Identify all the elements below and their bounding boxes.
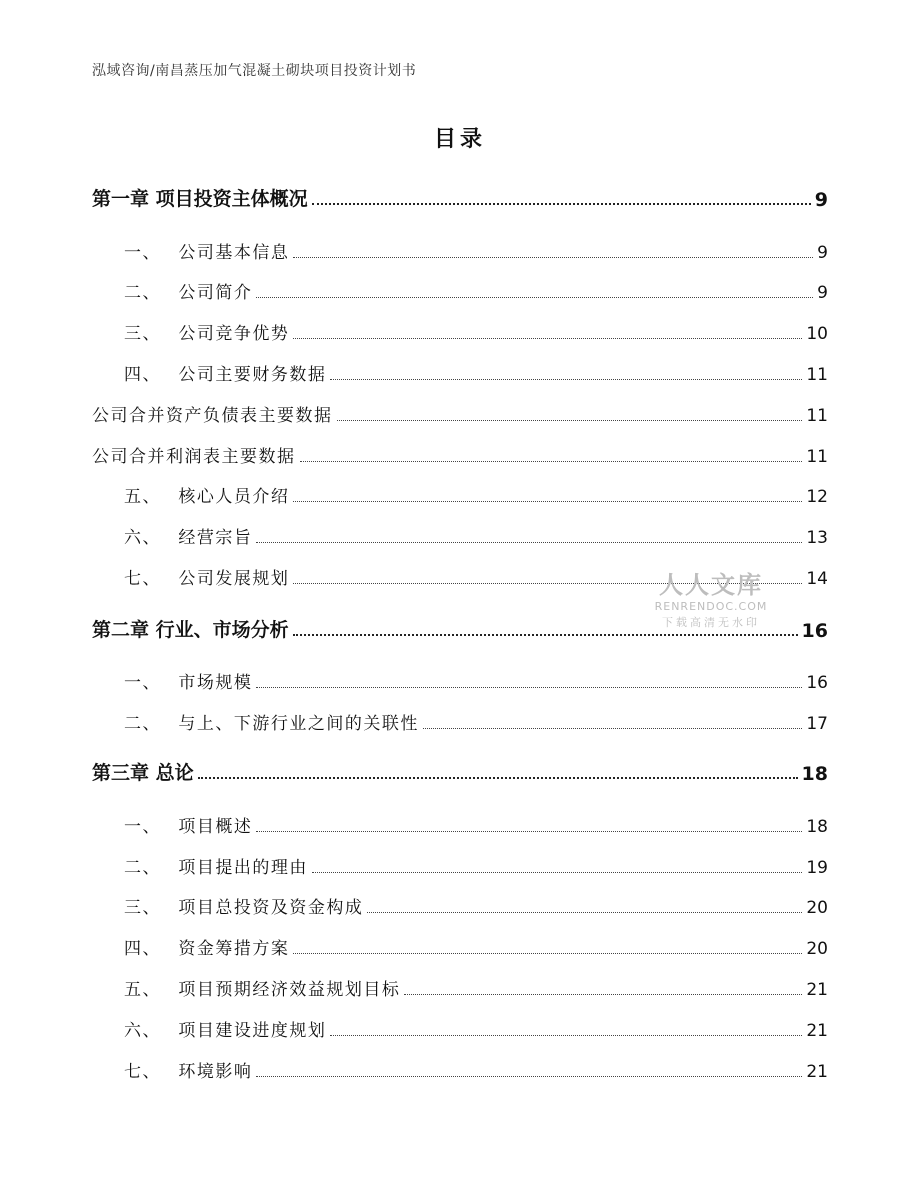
toc-entry-label: 项目概述 — [178, 817, 253, 837]
toc-entry-number: 四、 — [124, 365, 161, 385]
toc-dot-leader — [312, 872, 802, 873]
toc-entry-number: 二、 — [124, 714, 161, 734]
toc-entry-label: 公司基本信息 — [178, 243, 290, 263]
toc-section-entry[interactable] — [92, 481, 828, 507]
watermark — [646, 565, 776, 630]
toc-section-entry[interactable] — [92, 667, 828, 693]
toc-page-number: 13 — [806, 528, 828, 548]
toc-entry-number: 一、 — [124, 817, 161, 837]
toc-dot-leader — [293, 634, 798, 636]
toc-dot-leader — [300, 461, 803, 462]
toc-entry-number: 四、 — [124, 939, 161, 959]
toc-section-entry[interactable] — [92, 933, 828, 959]
toc-dot-leader — [337, 420, 803, 421]
toc-page-number: 20 — [806, 939, 828, 959]
toc-section-entry[interactable] — [92, 522, 828, 548]
toc-page-number: 20 — [806, 898, 828, 918]
toc-page-number: 12 — [806, 487, 828, 507]
toc-page-number: 16 — [806, 673, 828, 693]
toc-section-entry[interactable] — [92, 441, 828, 467]
toc-page-number: 16 — [801, 620, 828, 642]
toc-entry-number: 三、 — [124, 324, 161, 344]
toc-dot-leader — [256, 687, 802, 688]
toc-dot-leader — [256, 1076, 802, 1077]
toc-page-number: 9 — [817, 243, 828, 263]
toc-dot-leader — [330, 1035, 802, 1036]
toc-page-number: 9 — [814, 189, 828, 211]
toc-dot-leader — [293, 953, 802, 954]
toc-entry-label: 核心人员介绍 — [178, 487, 290, 507]
toc-entry-number: 七、 — [124, 1062, 161, 1082]
toc-page-number: 18 — [801, 763, 828, 785]
toc-section-entry[interactable] — [92, 318, 828, 344]
toc-entry-label: 第三章 总论 — [92, 762, 194, 784]
toc-entry-number: 六、 — [124, 1021, 161, 1041]
toc-dot-leader — [256, 297, 813, 298]
toc-dot-leader — [293, 501, 802, 502]
toc-title: 目录 — [433, 127, 486, 152]
toc-entry-label: 项目总投资及资金构成 — [178, 898, 364, 918]
toc-page-number: 11 — [806, 365, 828, 385]
running-header: 泓域咨询/南昌蒸压加气混凝土砌块项目投资计划书 — [92, 63, 417, 79]
watermark-main-text: 人人文库 — [659, 571, 763, 599]
toc-dot-leader — [367, 912, 802, 913]
toc-entry-label: 公司主要财务数据 — [178, 365, 327, 385]
watermark-subtext: 下载高清无水印 — [662, 616, 760, 629]
toc-chapter-entry[interactable] — [92, 181, 828, 211]
toc-page-number: 19 — [806, 858, 828, 878]
toc-section-entry[interactable] — [92, 974, 828, 1000]
toc-section-entry[interactable] — [92, 892, 828, 918]
toc-entry-label: 项目预期经济效益规划目标 — [178, 980, 401, 1000]
toc-entry-label: 公司发展规划 — [178, 569, 290, 589]
toc-dot-leader — [330, 379, 802, 380]
toc-entry-number: 六、 — [124, 528, 161, 548]
toc-section-entry[interactable] — [92, 237, 828, 263]
toc-entry-label: 公司简介 — [178, 283, 253, 303]
toc-entry-label: 环境影响 — [178, 1062, 253, 1082]
toc-dot-leader — [404, 994, 802, 995]
watermark-url: RENRENDOC.COM — [654, 600, 768, 613]
toc-page-number: 18 — [806, 817, 828, 837]
toc-dot-leader — [293, 338, 802, 339]
toc-entry-label: 公司合并利润表主要数据 — [92, 447, 296, 467]
toc-section-entry[interactable] — [92, 277, 828, 303]
toc-page-number: 21 — [806, 980, 828, 1000]
toc-entry-number: 五、 — [124, 980, 161, 1000]
toc-dot-leader — [423, 728, 802, 729]
toc-dot-leader — [312, 203, 811, 205]
toc-page-number: 17 — [806, 714, 828, 734]
toc-section-entry[interactable] — [92, 852, 828, 878]
toc-entry-number: 三、 — [124, 898, 161, 918]
toc-entry-label: 公司竞争优势 — [178, 324, 290, 344]
toc-section-entry[interactable] — [92, 359, 828, 385]
toc-page-number: 9 — [817, 283, 828, 303]
toc-section-entry[interactable] — [92, 1056, 828, 1082]
toc-entry-label: 项目提出的理由 — [178, 858, 308, 878]
toc-entry-label: 与上、下游行业之间的关联性 — [178, 714, 419, 734]
toc-page-number: 21 — [806, 1062, 828, 1082]
toc-entry-number: 一、 — [124, 243, 161, 263]
toc-dot-leader — [198, 777, 798, 779]
toc-section-entry[interactable] — [92, 1015, 828, 1041]
toc-page-number: 21 — [806, 1021, 828, 1041]
toc-section-entry[interactable] — [92, 400, 828, 426]
toc-entry-label: 市场规模 — [178, 673, 253, 693]
toc-page-number: 10 — [806, 324, 828, 344]
toc-entry-number: 二、 — [124, 858, 161, 878]
toc-section-entry[interactable] — [92, 811, 828, 837]
toc-entry-number: 二、 — [124, 283, 161, 303]
toc-dot-leader — [256, 542, 802, 543]
toc-page-number: 14 — [806, 569, 828, 589]
toc-section-entry[interactable] — [92, 708, 828, 734]
toc-page-number: 11 — [806, 447, 828, 467]
toc-entry-label: 第二章 行业、市场分析 — [92, 619, 289, 641]
toc-entry-number: 七、 — [124, 569, 161, 589]
toc-entry-label: 资金筹措方案 — [178, 939, 290, 959]
toc-chapter-entry[interactable] — [92, 755, 828, 785]
toc-entry-label: 项目建设进度规划 — [178, 1021, 327, 1041]
toc-dot-leader — [256, 831, 802, 832]
toc-dot-leader — [293, 257, 813, 258]
toc-page-number: 11 — [806, 406, 828, 426]
toc-entry-label: 第一章 项目投资主体概况 — [92, 188, 308, 210]
toc-entry-label: 经营宗旨 — [178, 528, 253, 548]
toc-entry-label: 公司合并资产负债表主要数据 — [92, 406, 333, 426]
toc-entry-number: 五、 — [124, 487, 161, 507]
toc-entry-number: 一、 — [124, 673, 161, 693]
